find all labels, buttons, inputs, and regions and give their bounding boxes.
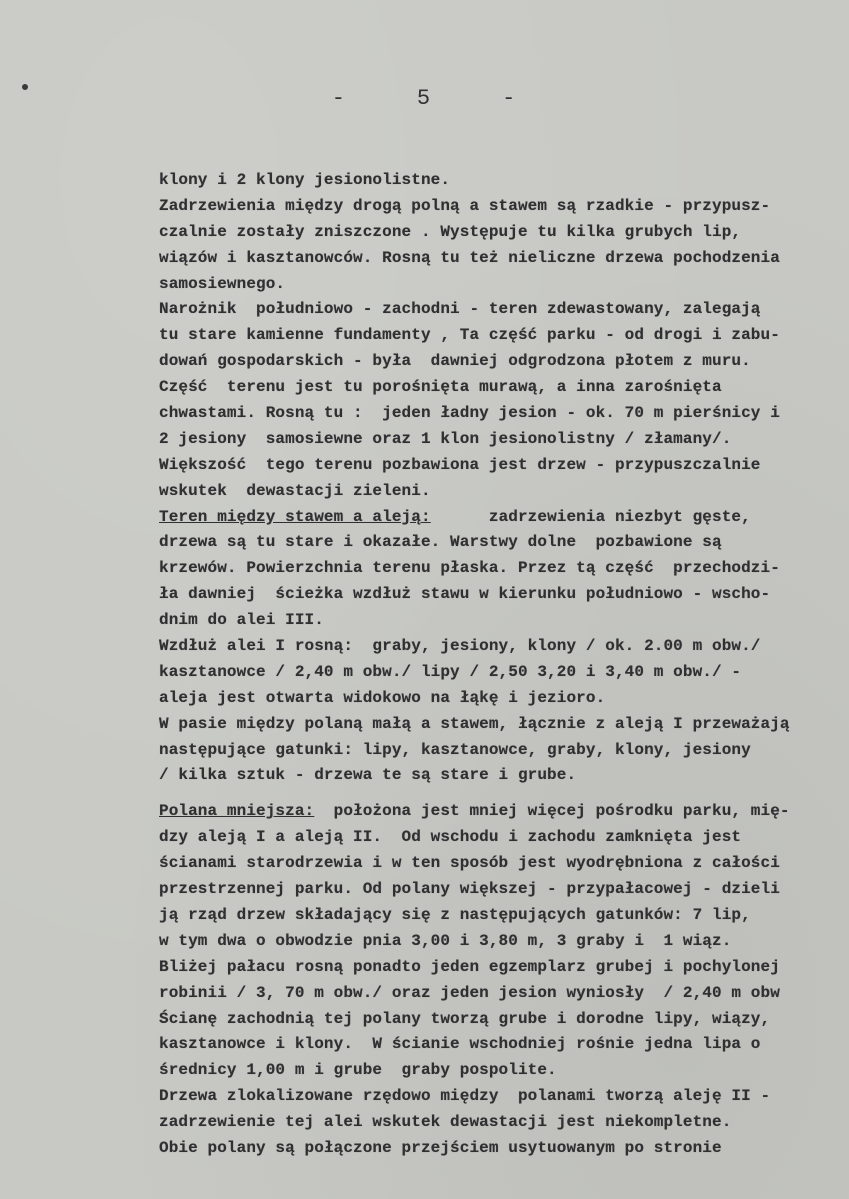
- text-line: [159, 453, 849, 479]
- line-text: czalnie zostały zniszczone . Występuje tu kilka grubych lip,: [159, 222, 742, 241]
- text-line: [159, 246, 849, 272]
- text-line: [159, 220, 849, 246]
- line-text: ła dawniej ścieżka wzdłuż stawu w kierunku południowo - wscho-: [159, 585, 771, 604]
- text-line: [159, 955, 849, 981]
- typed-body-text: [159, 168, 849, 1162]
- paragraph-gap: [159, 789, 849, 799]
- line-text: / kilka sztuk - drzewa te są stare i grube.: [159, 766, 577, 785]
- line-text: klony i 2 klony jesionolistne.: [159, 171, 451, 189]
- line-text: następujące gatunki: lipy, kasztanowce, graby, klony, jesiony: [159, 740, 751, 759]
- line-text: Większość tego terenu pozbawiona jest drzew - przypuszczalnie: [159, 455, 761, 474]
- text-line: [159, 929, 849, 955]
- line-text: Narożnik południowo - zachodni - teren zdewastowany, zalegają: [159, 300, 761, 319]
- text-line: [159, 505, 849, 531]
- line-text: aleja jest otwarta widokowo na łąkę i jezioro.: [159, 688, 606, 707]
- text-line: [159, 608, 849, 634]
- text-line: [159, 763, 849, 789]
- text-line: [159, 375, 849, 401]
- page-number-dash-right: -: [502, 86, 518, 111]
- text-line: [159, 194, 849, 220]
- text-line: [159, 738, 849, 764]
- line-text: Bliżej pałacu rosną ponadto jeden egzemplarz grubej i pochylonej: [159, 957, 780, 976]
- line-text: Drzewa zlokalizowane rzędowo między polanami tworzą aleję II -: [159, 1087, 771, 1106]
- line-text: dnim do alei III.: [159, 611, 324, 630]
- text-line: [159, 712, 849, 738]
- line-text: zadrzewienie tej alei wskutek dewastacji jest niekompletne.: [159, 1113, 732, 1132]
- line-text: ją rząd drzew składający się z następujących gatunków: 7 lip,: [159, 905, 751, 924]
- underlined-heading: Polana mniejsza:: [159, 802, 315, 821]
- text-line: [159, 686, 849, 712]
- line-text: ścianami starodrzewia i w ten sposób jest wyodrębniona z całości: [159, 854, 780, 873]
- line-text: kasztanowce i klony. W ścianie wschodniej rośnie jedna lipa o: [159, 1035, 761, 1054]
- line-text: Zadrzewienia między drogą polną a stawem są rzadkie - przypusz-: [159, 196, 771, 215]
- line-text: krzewów. Powierzchnia terenu płaska. Przez tą część przechodzi-: [159, 559, 780, 578]
- line-text: średnicy 1,00 m i grube graby pospolite.: [159, 1061, 557, 1080]
- text-line: [159, 582, 849, 608]
- text-line: [159, 877, 849, 903]
- line-text: tu stare kamienne fundamenty , Ta część parku - od drogi i zabu-: [159, 326, 780, 345]
- line-text: robinii / 3, 70 m obw./ oraz jeden jesion wyniosły / 2,40 m obw: [159, 983, 780, 1002]
- line-text: położona jest mniej więcej pośrodku parku, mię-: [314, 802, 790, 821]
- line-text: 2 jesiony samosiewne oraz 1 klon jesionolistny / złamany/.: [159, 429, 732, 448]
- underlined-heading: Teren między stawem a aleją:: [159, 507, 431, 526]
- text-line: [159, 825, 849, 851]
- text-line: [159, 272, 849, 298]
- text-line: [159, 851, 849, 877]
- text-line: [159, 323, 849, 349]
- page-number-dash-left: -: [331, 86, 347, 111]
- text-line: [159, 530, 849, 556]
- line-text: Wzdłuż alei I rosną: graby, jesiony, klony / ok. 2.00 m obw./: [159, 637, 761, 656]
- line-text: przestrzennej parku. Od polany większej - przypałacowej - dzieli: [159, 880, 780, 899]
- page-number-value: 5: [416, 86, 433, 111]
- page-number: [0, 86, 849, 111]
- text-line: [159, 1007, 849, 1033]
- line-text: Część terenu jest tu porośnięta murawą, a inna zarośnięta: [159, 378, 722, 397]
- line-text: kasztanowce / 2,40 m obw./ lipy / 2,50 3,20 i 3,40 m obw./ -: [159, 662, 742, 681]
- line-text: wiązów i kasztanowców. Rosną tu też nieliczne drzewa pochodzenia: [159, 248, 780, 267]
- line-text: dowań gospodarskich - była dawniej odgrodzona płotem z muru.: [159, 352, 751, 371]
- text-line: [159, 799, 849, 825]
- text-line: [159, 1032, 849, 1058]
- text-line: [159, 903, 849, 929]
- line-text: Obie polany są połączone przejściem usytuowanym po stronie: [159, 1138, 722, 1157]
- text-line: [159, 660, 849, 686]
- line-text: zadrzewienia niezbyt gęste,: [430, 507, 751, 526]
- text-line: [159, 1136, 849, 1162]
- text-line: [159, 1058, 849, 1084]
- line-text: W pasie między polaną małą a stawem, łącznie z aleją I przeważają: [159, 714, 790, 733]
- line-text: samosiewnego.: [159, 274, 286, 293]
- text-line: [159, 1084, 849, 1110]
- text-line: [159, 556, 849, 582]
- text-line: [159, 297, 849, 323]
- text-line: [159, 349, 849, 375]
- line-text: dzy aleją I a aleją II. Od wschodu i zachodu zamknięta jest: [159, 828, 742, 847]
- text-line: [159, 634, 849, 660]
- line-text: Ścianę zachodnią tej polany tworzą grube i dorodne lipy, wiązy,: [159, 1009, 771, 1028]
- text-line: [159, 168, 849, 194]
- line-text: wskutek dewastacji zieleni.: [159, 481, 431, 500]
- line-text: w tym dwa o obwodzie pnia 3,00 i 3,80 m, 3 graby i 1 wiąz.: [159, 931, 732, 950]
- text-line: [159, 427, 849, 453]
- text-line: [159, 479, 849, 505]
- line-text: drzewa są tu stare i okazałe. Warstwy dolne pozbawione są: [159, 533, 722, 552]
- text-line: [159, 401, 849, 427]
- line-text: chwastami. Rosną tu : jeden ładny jesion - ok. 70 m pierśnicy i: [159, 404, 780, 423]
- text-line: [159, 981, 849, 1007]
- text-line: [159, 1110, 849, 1136]
